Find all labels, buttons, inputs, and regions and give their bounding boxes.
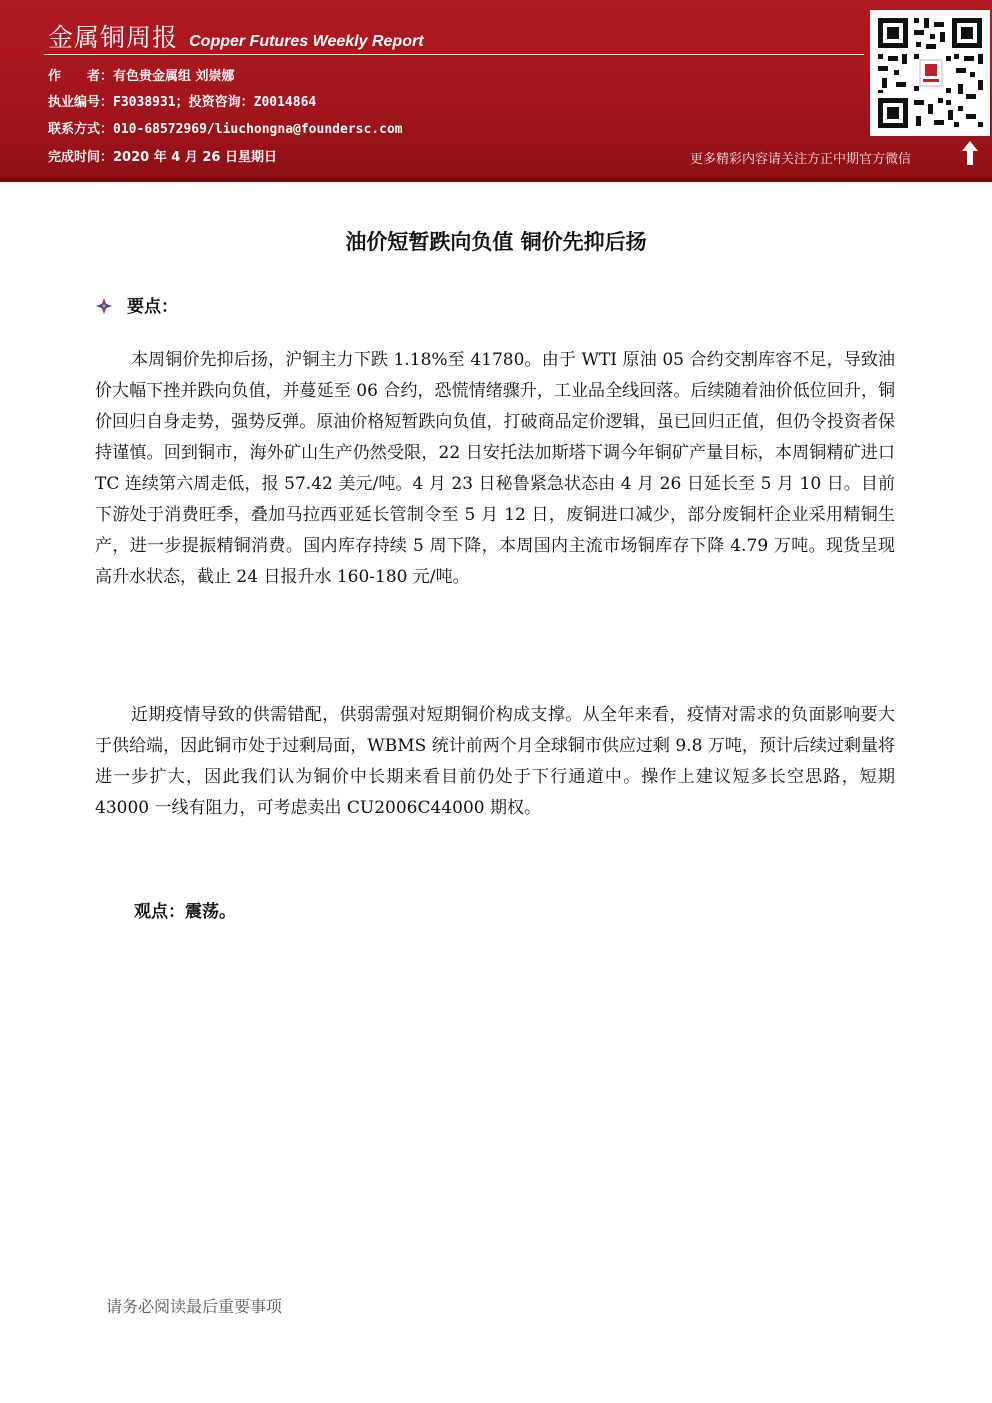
report-title-cn: 金属铜周报 (48, 23, 179, 52)
report-header (0, 0, 992, 182)
paragraph-outlook: 近期疫情导致的供需错配，供弱需强对短期铜价构成支撑。从全年来看，疫情对需求的负面影响要大于供给端，因此铜市处于过剩局面，WBMS 统计前两个月全球铜市供应过剩 9.8 万吨，预计后续过剩量将进一步扩大，因此我们认为铜价中长期来看目前仍处于下行通道中。操作上建议短多长空思路，短期 43000 一线有阻力，可考虑卖出 CU2006C44000 期权。 (95, 705, 895, 818)
disclaimer-note: 请务必阅读最后重要事项 (106, 1297, 283, 1316)
license-value: F3038931；投资咨询：Z0014864 (113, 95, 317, 110)
contact-line (48, 118, 403, 137)
document-title: 油价短暂跌向负值 铜价先抑后扬 (345, 230, 647, 254)
view-conclusion: 观点：震荡。 (134, 902, 236, 922)
arrow-up-icon (960, 140, 980, 166)
keypoint-heading (95, 292, 178, 317)
paragraph-market-review: 本周铜价先抑后扬，沪铜主力下跌 1.18%至 41780。由于 WTI 原油 05 合约交割库容不足，导致油价大幅下挫并跌向负值，并蔓延至 06 合约，恐慌情绪骤升，工业品全线回落。后续随着油价低位回升，铜价回归自身走势，强势反弹。原油价格短暂跌向负值，打破商品定价逻辑，虽已回归正值，但仍令投资者保持谨慎。回到铜市，海外矿山生产仍然受限，22 日安托法加斯塔下调今年铜矿产量目标，本周铜精矿进口 TC 连续第六周走低，报 57.42 美元/吨。4 月 23 日秘鲁紧急状态由 4 月 26 日延长至 5 月 10 日。目前下游处于消费旺季，叠加马拉西亚延长管制令至 5 月 12 日，废铜进口减少，部分废铜杆企业采用精铜生产，进一步提振精铜消费。国内库存持续 5 周下降，本周国内主流市场铜库存下降 4.79 万吨。现货呈现高升水状态，截止 24 日报升水 160-180 元/吨。 (95, 350, 895, 587)
date-line (48, 146, 277, 165)
contact-value: 010-68572969/liuchongna@foundersc.com (113, 122, 403, 137)
license-line (48, 91, 316, 110)
license-label: 执业编号： (48, 95, 114, 110)
qr-code (870, 10, 990, 136)
header-bottom-line (0, 178, 992, 182)
report-title (48, 18, 424, 54)
qr-code-icon (870, 10, 990, 136)
bullet-diamond-icon (95, 297, 113, 315)
title-divider (44, 54, 864, 55)
wechat-follow-note: 更多精彩内容请关注方正中期官方微信 (690, 152, 912, 167)
author-value: 有色贵金属组 刘崇娜 (113, 69, 235, 84)
author-label: 作 者： (48, 69, 114, 84)
contact-label: 联系方式： (48, 122, 114, 137)
date-label: 完成时间： (48, 150, 114, 165)
keypoint-label: 要点： (127, 297, 178, 317)
date-value: 2020 年 4 月 26 日星期日 (113, 150, 277, 165)
author-line (48, 65, 235, 84)
report-title-en: Copper Futures Weekly Report (189, 33, 424, 50)
